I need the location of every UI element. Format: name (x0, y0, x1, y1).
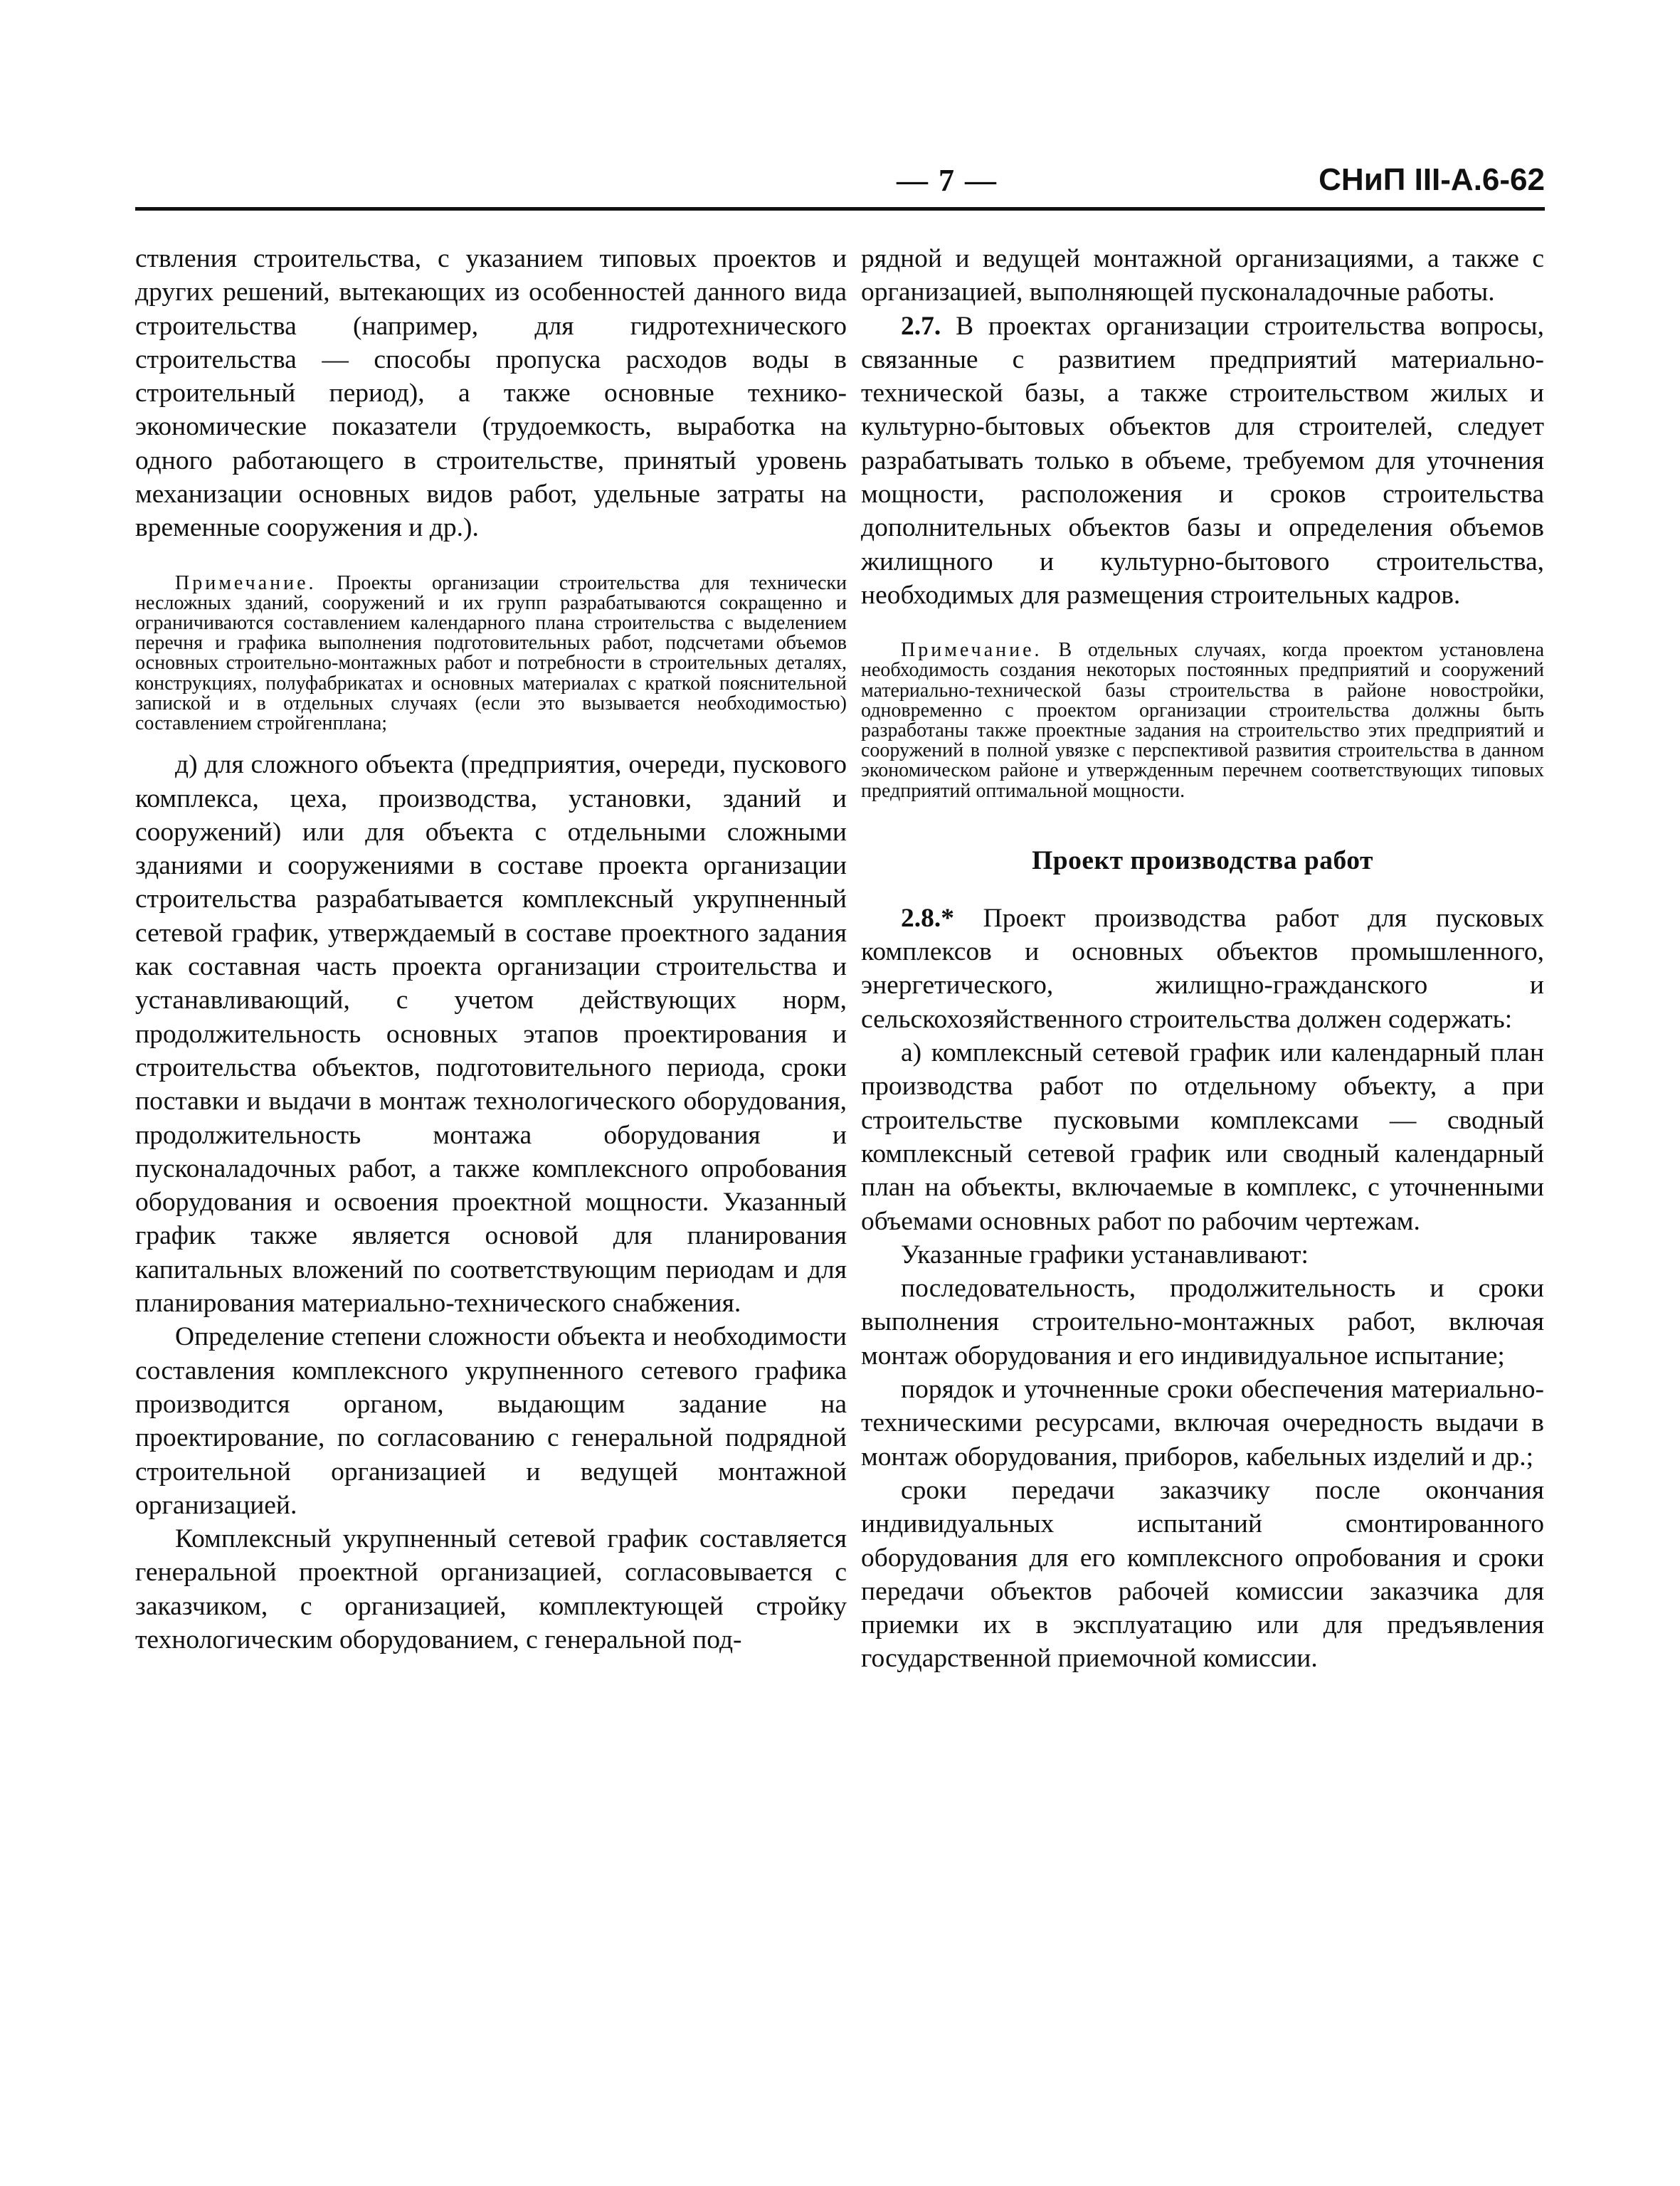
paragraph-sequence: последовательность, продолжительность и сроки выполнения строительно-монтажных работ, включая монтаж оборудования и его индивидуальное испытание; (861, 1274, 1544, 1371)
note-block (135, 571, 847, 735)
paragraph-item-d: д) для сложного объекта (предприятия, очереди, пускового комплекса, цеха, производства, установки, зданий и сооружений) или для объекта с отдельными сложными зданиями и сооружениями в составе проекта организации строительства разрабатывается комплексный укрупненный сетевой график, утверждаемый в составе проектного задания как составная часть проекта организации строительства и устанавливающий, с учетом действующих норм, продолжительность основных этапов проектирования и строительства объектов, подготовительного периода, сроки поставки и выдачи в монтаж технологического оборудования, продолжительность монтажа оборудования и пусконаладочных работ, а также комплексного опробования оборудования и освоения проектной мощности. Указанный график также является основой для планирования капитальных вложений по соответствующим периодам и для планирования материально-технического снабжения. (135, 750, 847, 1319)
document-code: СНиП III-А.6-62 (1319, 162, 1545, 197)
paragraph-network-graph: Комплексный укрупненный сетевой график составляется генеральной проектной организацией, согласовывается с заказчиком, с организацией, комплектующей стройку технологическим оборудованием, с генеральной под- (135, 1524, 847, 1655)
right-column (861, 242, 1544, 1676)
header-rule (135, 207, 1545, 211)
clause-text: В проектах организации строительства вопросы, связанные с развитием предприятий материально-технической базы, а также строительством жилых и культурно-бытовых объектов для строителей, следует разрабатывать только в объеме, требуемом для уточнения мощности, расположения и сроков строительства дополнительных объектов базы и определения объемов жилищного и культурно-бытового строительства, необходимых для размещения строительных кадров. (861, 311, 1544, 610)
paragraph-continuation-right: рядной и ведущей монтажной организациями, а также с организацией, выполняющей пусконаладочные работы. (861, 244, 1544, 307)
clause-2-7 (861, 310, 1544, 613)
section-heading: Проект производства работ (1032, 845, 1373, 875)
note-label: Примечание. (901, 639, 1042, 662)
note-label: Примечание. (175, 571, 317, 594)
paragraph-resources: порядок и уточненные сроки обеспечения материально-техническими ресурсами, включая очередность выдачи в монтаж оборудования, приборов, кабельных изделий и др.; (861, 1375, 1544, 1472)
left-column (135, 242, 847, 1657)
paragraph-item-a: а) комплексный сетевой график или календарный план производства работ по отдельному объекту, а при строительстве пусковыми комплексами — сводный комплексный сетевой график или сводный календарный план на объекты, включаемые в комплекс, с уточненными объемами основных работ по рабочим чертежам. (861, 1038, 1544, 1236)
clause-2-8 (861, 902, 1544, 1036)
note-block-right (861, 640, 1544, 801)
paragraph-handover: сроки передачи заказчику после окончания индивидуальных испытаний смонтированного оборудования для его комплексного опробования и сроки передачи объектов рабочей комиссии заказчика для приемки их в эксплуатацию или для предъявления государственной приемочной комиссии. (861, 1475, 1544, 1674)
note-text: В отдельных случаях, когда проектом установлена необходимость создания некоторых постоянных предприятий и сооружений материально-технической базы строительства в районе новостройки, одновременно с проектом организации строительства должны быть разработаны также проектные задания на строительство этих предприятий и сооружений в полной увязке с перспективой развития строительства в данном экономическом районе и утвержденным перечнем соответствующих типовых предприятий оптимальной мощности. (861, 639, 1545, 802)
clause-text: Проект производства работ для пусковых комплексов и основных объектов промышленного, энергетического, жилищно-гражданского и сельскохозяйственного строительства должен содержать: (861, 903, 1545, 1034)
page-number: — 7 — (897, 163, 998, 198)
paragraph-graphs-intro: Указанные графики устанавливают: (901, 1240, 1309, 1269)
page-header (135, 162, 1545, 205)
clause-number: 2.8.* (901, 903, 954, 933)
note-text: Проекты организации строительства для технически несложных зданий, сооружений и их групп разрабатываются сокращенно и ограничиваются составлением календарного плана строительства с выделением перечня и графика выполнения подготовительных работ, подсчетами объемов основных строительно-монтажных работ и потребности в строительных деталях, конструкциях, полуфабрикатах и основных материалах с краткой пояснительной запиской и в отдельных случаях (если это вызывается необходимостью) составлением стройгенплана; (135, 571, 847, 735)
clause-number: 2.7. (901, 311, 941, 341)
paragraph-continuation: ствления строительства, с указанием типовых проектов и других решений, вытекающих из особенностей данного вида строительства (например, для гидротехнического строительства — способы пропуска расходов воды в строительный период), а также основные технико-экономические показатели (трудоемкость, выработка на одного работающего в строительстве, принятый уровень механизации основных видов работ, удельные затраты на временные сооружения и др.). (135, 244, 847, 543)
paragraph-complexity: Определение степени сложности объекта и необходимости составления комплексного укрупненного сетевого графика производится органом, выдающим задание на проектирование, по согласованию с генеральной подрядной строительной организацией и ведущей монтажной организацией. (135, 1322, 847, 1520)
